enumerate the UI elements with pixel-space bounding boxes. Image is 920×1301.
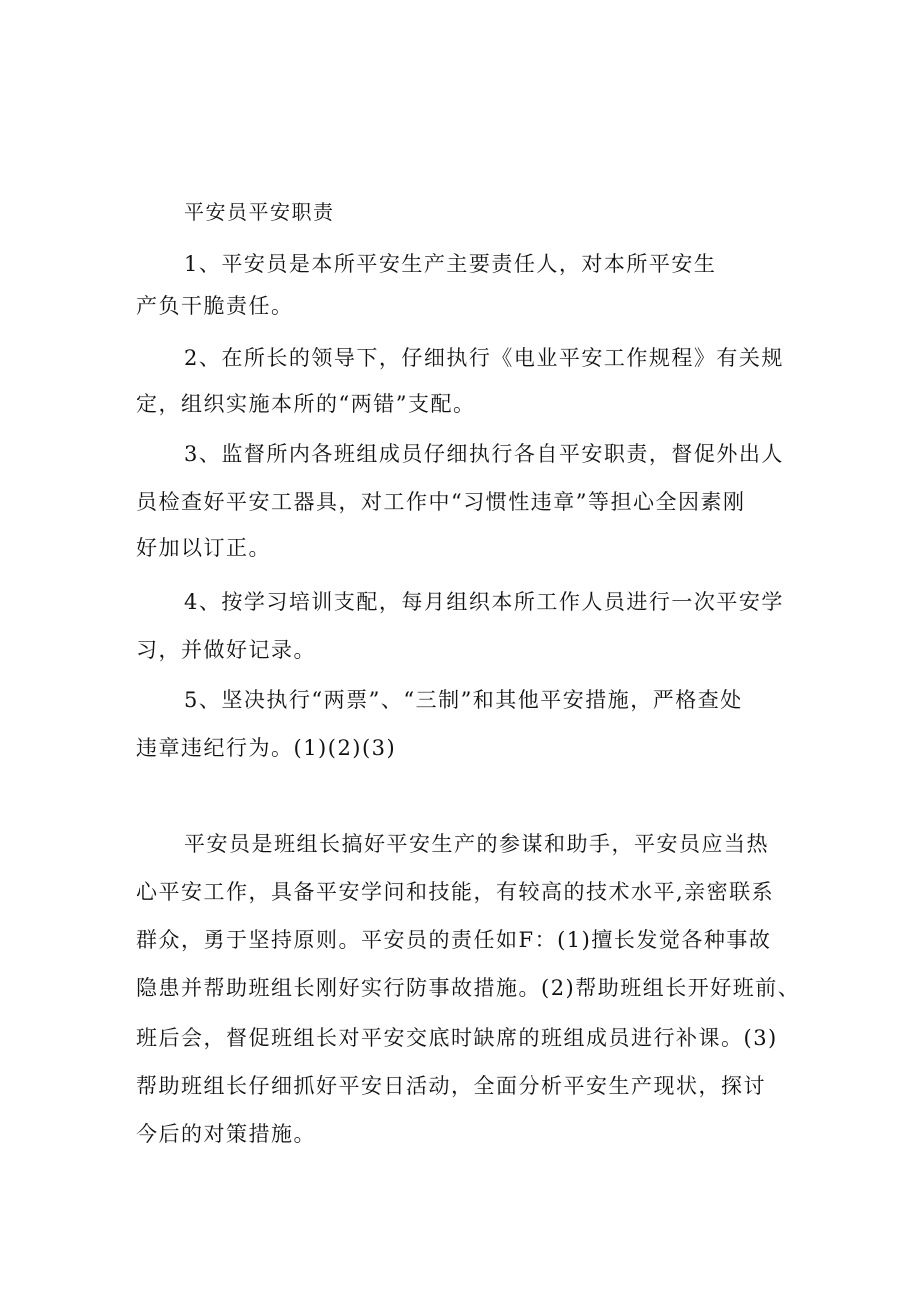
document-title: 平安员平安职责 bbox=[184, 200, 335, 224]
paragraph-6-line-1: 平安员是班组长搞好平安生产的参谋和助手，平安员应当热 bbox=[184, 832, 769, 856]
paragraph-4-line-2: 习，并做好记录。 bbox=[136, 638, 316, 662]
paragraph-1-line-2: 产负干脆责任。 bbox=[136, 294, 294, 318]
paragraph-2-line-1: 2、在所长的领导下，仔细执行《电业平安工作规程》有关规 bbox=[184, 346, 784, 370]
paragraph-6-line-2: 心平安工作，具备平安学问和技能，有较高的技术水平,亲密联系 bbox=[136, 880, 775, 904]
paragraph-6-line-4: 隐患并帮助班组长刚好实行防事故措施。(2)帮助班组长开好班前、 bbox=[136, 976, 801, 1000]
paragraph-6-line-6: 帮助班组长仔细抓好平安日活动，全面分析平安生产现状，探讨 bbox=[136, 1074, 766, 1098]
paragraph-3-line-1: 3、监督所内各班组成员仔细执行各自平安职责，督促外出人 bbox=[184, 442, 784, 466]
paragraph-6-line-7: 今后的对策措施。 bbox=[136, 1122, 316, 1146]
paragraph-2-line-2: 定，组织实施本所的“两错”支配。 bbox=[136, 392, 476, 416]
paragraph-6-line-3: 群众，勇于坚持原则。平安员的责任如F：(1)擅长发觉各种事故 bbox=[136, 928, 772, 952]
paragraph-6-line-5: 班后会，督促班组长对平安交底时缺席的班组成员进行补课。(3) bbox=[136, 1026, 778, 1050]
paragraph-1-line-1: 1、平安员是本所平安生产主要责任人，对本所平安生 bbox=[184, 252, 717, 276]
paragraph-3-line-2: 员检查好平安工器具，对工作中“习惯性违章”等担心全因素刚 bbox=[136, 490, 746, 514]
paragraph-4-line-1: 4、按学习培训支配，每月组织本所工作人员进行一次平安学 bbox=[184, 590, 784, 614]
paragraph-5-line-1: 5、坚决执行“两票”、“三制”和其他平安措施，严格查处 bbox=[184, 688, 743, 712]
paragraph-5-line-2: 违章违纪行为。(1)(2)(3) bbox=[136, 736, 397, 760]
paragraph-3-line-3: 好加以订正。 bbox=[136, 536, 271, 560]
